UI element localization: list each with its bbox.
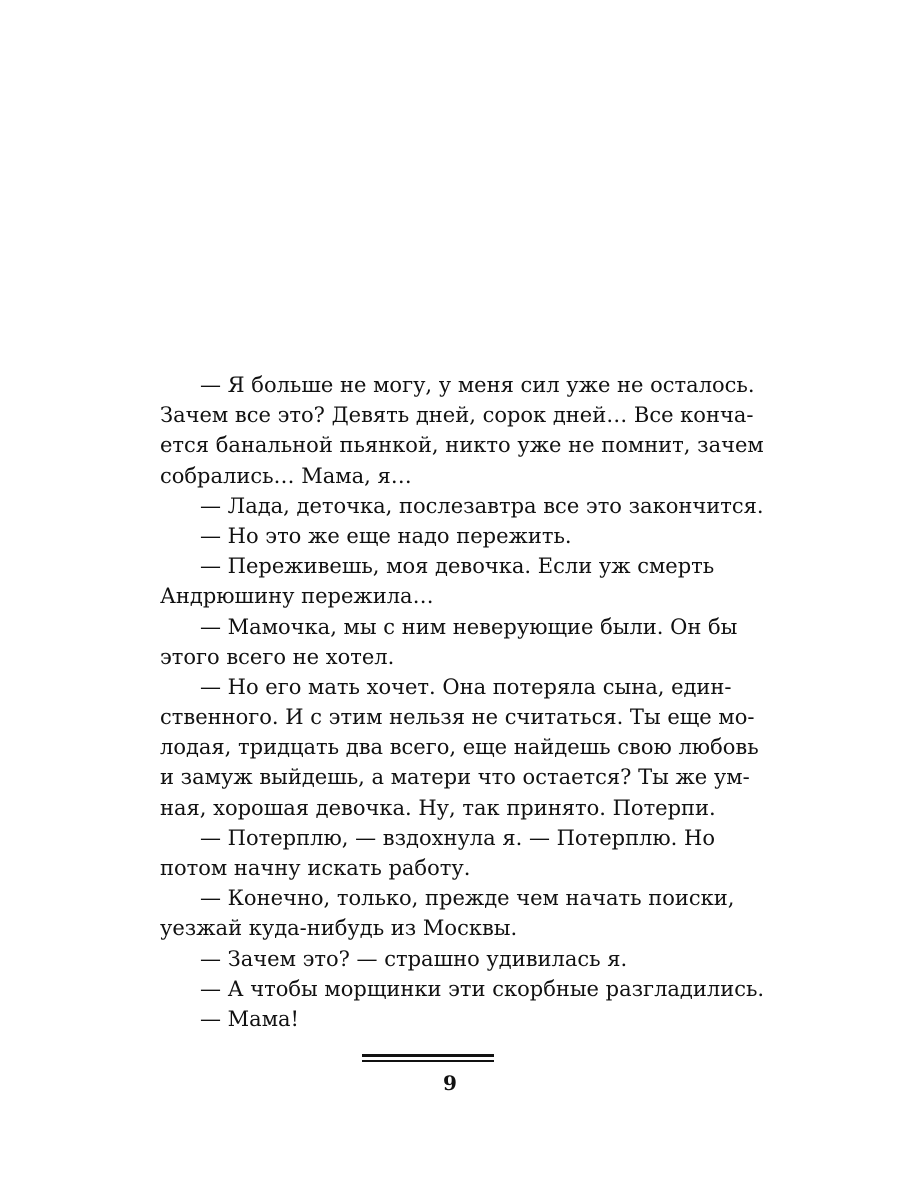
text-line: Зачем все это? Девять дней, сорок дней… Все конча- [160,403,754,428]
text-line: — Мамочка, мы с ним неверующие были. Он бы [200,614,738,639]
text-line: потом начну искать работу. [160,856,471,880]
text-line: — Мама! [200,1006,299,1031]
text-line: этого всего не хотел. [160,644,395,669]
text-line: — Но его мать хочет. Она потеряла сына, един- [200,674,732,699]
text-line: собрались… Мама, я… [160,463,412,488]
body-text [160,370,765,1034]
text-line: ственного. И с этим нельзя не считаться. Ты еще мо- [160,705,755,730]
text-line: и замуж выйдешь, а матери что остается? Ты же ум- [160,765,750,790]
footer-double-rule [362,1054,494,1062]
footer-rule-bottom [362,1060,494,1062]
text-line: — Переживешь, моя девочка. Если уж смерть [200,554,715,579]
text-line: — Но это же еще надо пережить. [200,523,572,548]
text-line: — А чтобы морщинки эти скорбные разгладились. [200,976,765,1001]
text-line: ная, хорошая девочка. Ну, так принято. Потерпи. [160,795,716,820]
page-number: 9 [443,1071,457,1095]
footer-rule-top [362,1054,494,1057]
text-line: — Конечно, только, прежде чем начать поиски, [200,886,735,911]
text-line: Андрюшину пережила… [160,584,434,609]
text-line: — Потерплю, — вздохнула я. — Потерплю. Но [200,825,715,850]
text-line: — Лада, деточка, послезавтра все это закончится. [200,493,764,518]
text-line: уезжай куда-нибудь из Москвы. [160,916,518,941]
text-line: ется банальной пьянкой, никто уже не помнит, зачем [160,433,764,458]
text-line: — Я больше не могу, у меня сил уже не осталось. [200,373,755,397]
text-line: — Зачем это? — страшно удивилась я. [200,946,628,971]
text-line: лодая, тридцать два всего, еще найдешь свою любовь [160,735,759,760]
